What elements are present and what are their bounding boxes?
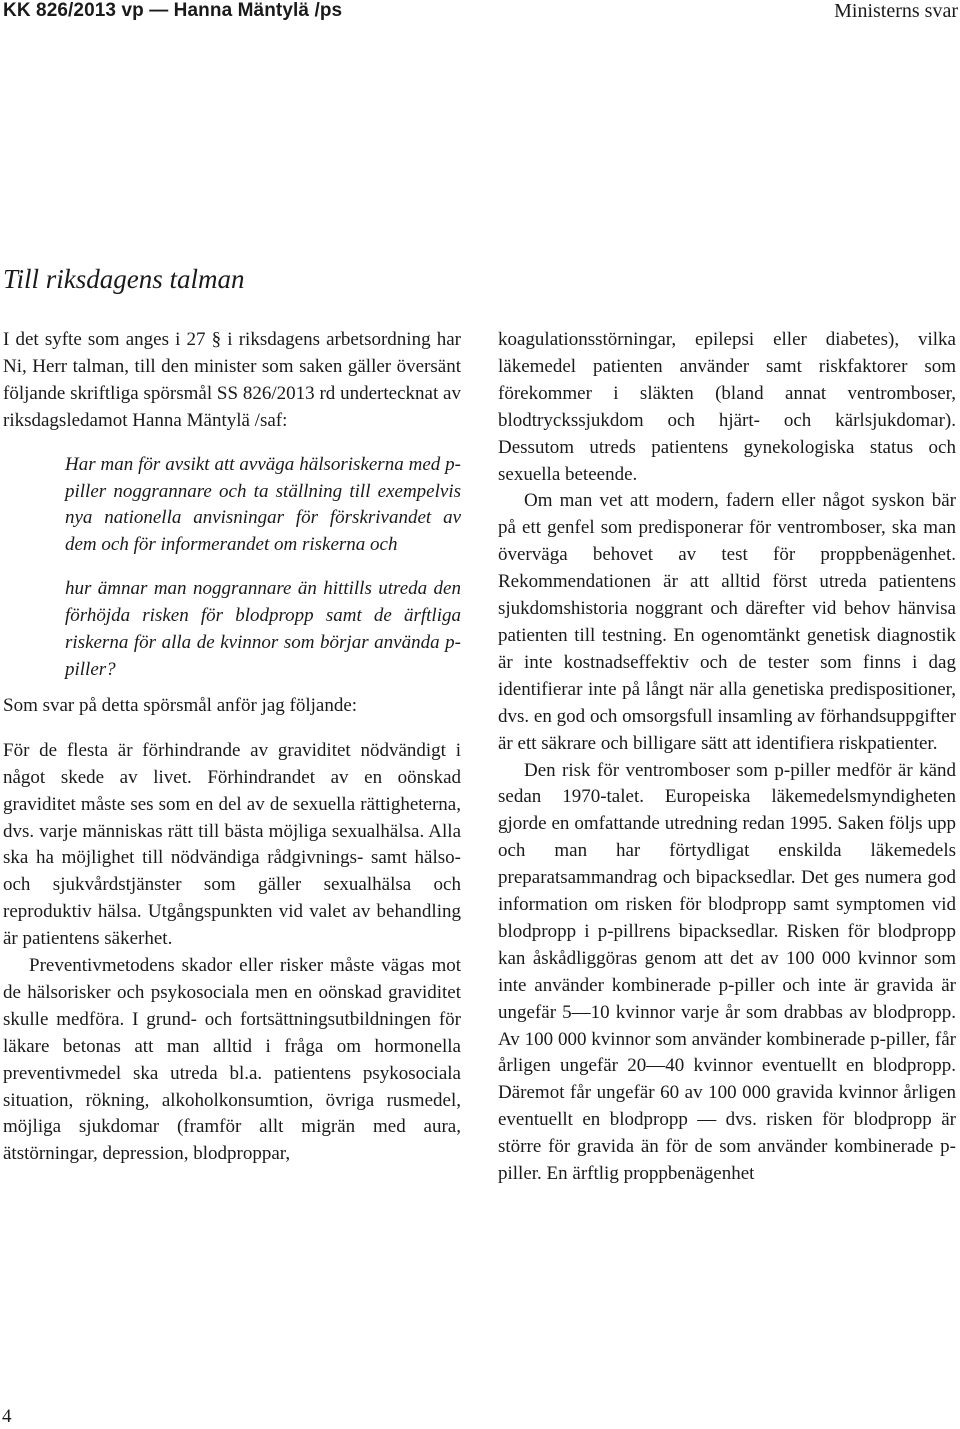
answer-paragraph-1: För de flesta är förhindrande av graviditet nödvändigt i något skede av livet. Förhindrandet av en oönskad graviditet måste ses som en del av de sexuella rättigheterna, dvs. varje människas rätt till bästa möjliga sexualhälsa. Alla ska ha möjlighet till nödvändiga rådgivnings- samt hälso- och sjukvårdstjänster som gäller sexualhälsa och reproduktiv hälsa. Utgångspunkten vid valet av behandling är patientens säkerhet.: [3, 739, 461, 950]
page-title: Till riksdagens talman: [3, 264, 245, 294]
page-number: 4: [2, 1406, 12, 1427]
question-2: hur ämnar man noggrannare än hittills utreda den förhöjda risken för blodpropp samt de ärftliga riskerna för alla de kvinnor som börjar använda p-piller?: [65, 578, 461, 680]
running-header-reference: KK 826/2013 vp — Hanna Mäntylä /ps: [3, 0, 343, 21]
answer-paragraph-5: Den risk för ventromboser som p-piller medför är känd sedan 1970-talet. Europeiska läkemedelsmyndigheten gjorde en omfattande utredning redan 1995. Saken följs upp och man har förtydligat enskilda läkemedels preparatsammandrag och bipacksedlar. Det ges numera god information om risken för blodpropp samt symptomen vid blodpropp i p-pillrens bipacksedlar. Risken för blodpropp kan åskådliggöras genom att det av 100 000 kvinnor som inte använder kombinerade p-piller och inte är gravida är ungefär 5—10 kvinnor varje år som drabbas av blodpropp. Av 100 000 kvinnor som använder kombinerade p-piller, får årligen ungefär 20—40 kvinnor eventuellt en blodpropp. Däremot får ungefär 60 av 100 000 gravida kvinnor årligen eventuellt en blodpropp — dvs. risken för blodpropp är större för gravida än för de som använder kombinerade p-piller. En ärftlig proppbenägenhet: [498, 759, 956, 1185]
running-header-section: Ministerns svar: [834, 0, 958, 22]
answer-intro: Som svar på detta spörsmål anför jag följande:: [3, 694, 358, 716]
answer-paragraph-3: koagulationsstörningar, epilepsi eller diabetes), vilka läkemedel patienten använder samt riskfaktorer som förekommer i släkten (bland annat ventromboser, blodtryckssjukdom och hjärt- och kärlsjukdomar). Dessutom utreds patientens gynekologiska status och sexuella beteende.: [498, 329, 956, 485]
question-1: Har man för avsikt att avväga hälsoriskerna med p-piller noggrannare och ta ställning till exempelvis nya nationella anvisningar för förskrivandet av dem och för informerandet om riskerna och: [65, 453, 461, 556]
answer-paragraph-4: Om man vet att modern, fadern eller något syskon bär på ett genfel som predisponerar för ventromboser, ska man överväga behovet av test för proppbenägenhet. Rekommendationen är att alltid först utreda patientens sjukdomshistoria noggrant och därefter vid behov hänvisa patienten till testning. En ogenomtänkt genetisk diagnostik är inte kostnadseffektiv och de tester som finns i dag identifierar inte på långt när alla genetiska predispositioner, dvs. en god och omsorgsfull insamling av förhandsuppgifter är ett säkrare och billigare sätt att identifiera riskpatienter.: [498, 490, 956, 754]
intro-paragraph: I det syfte som anges i 27 § i riksdagens arbetsordning har Ni, Herr talman, till den minister som saken gäller översänt följande skriftliga spörsmål SS 826/2013 rd undertecknat av riksdagsledamot Hanna Mäntylä /saf:: [3, 329, 461, 431]
right-column: [498, 327, 956, 1188]
answer-paragraph-2: Preventivmetodens skador eller risker måste vägas mot de hälsorisker och psykosociala men en oönskad graviditet skulle medföra. I grund- och fortsättningsutbildningen för läkare betonas att man alltid i fråga om hormonella preventivmedel ska utreda bl.a. patientens psykosociala situation, rökning, alkoholkonsumtion, övriga rusmedel, möjliga sjukdomar (framför allt migrän med aura, ätstörningar, depression, blodproppar,: [3, 955, 461, 1165]
left-column: [3, 327, 461, 1168]
